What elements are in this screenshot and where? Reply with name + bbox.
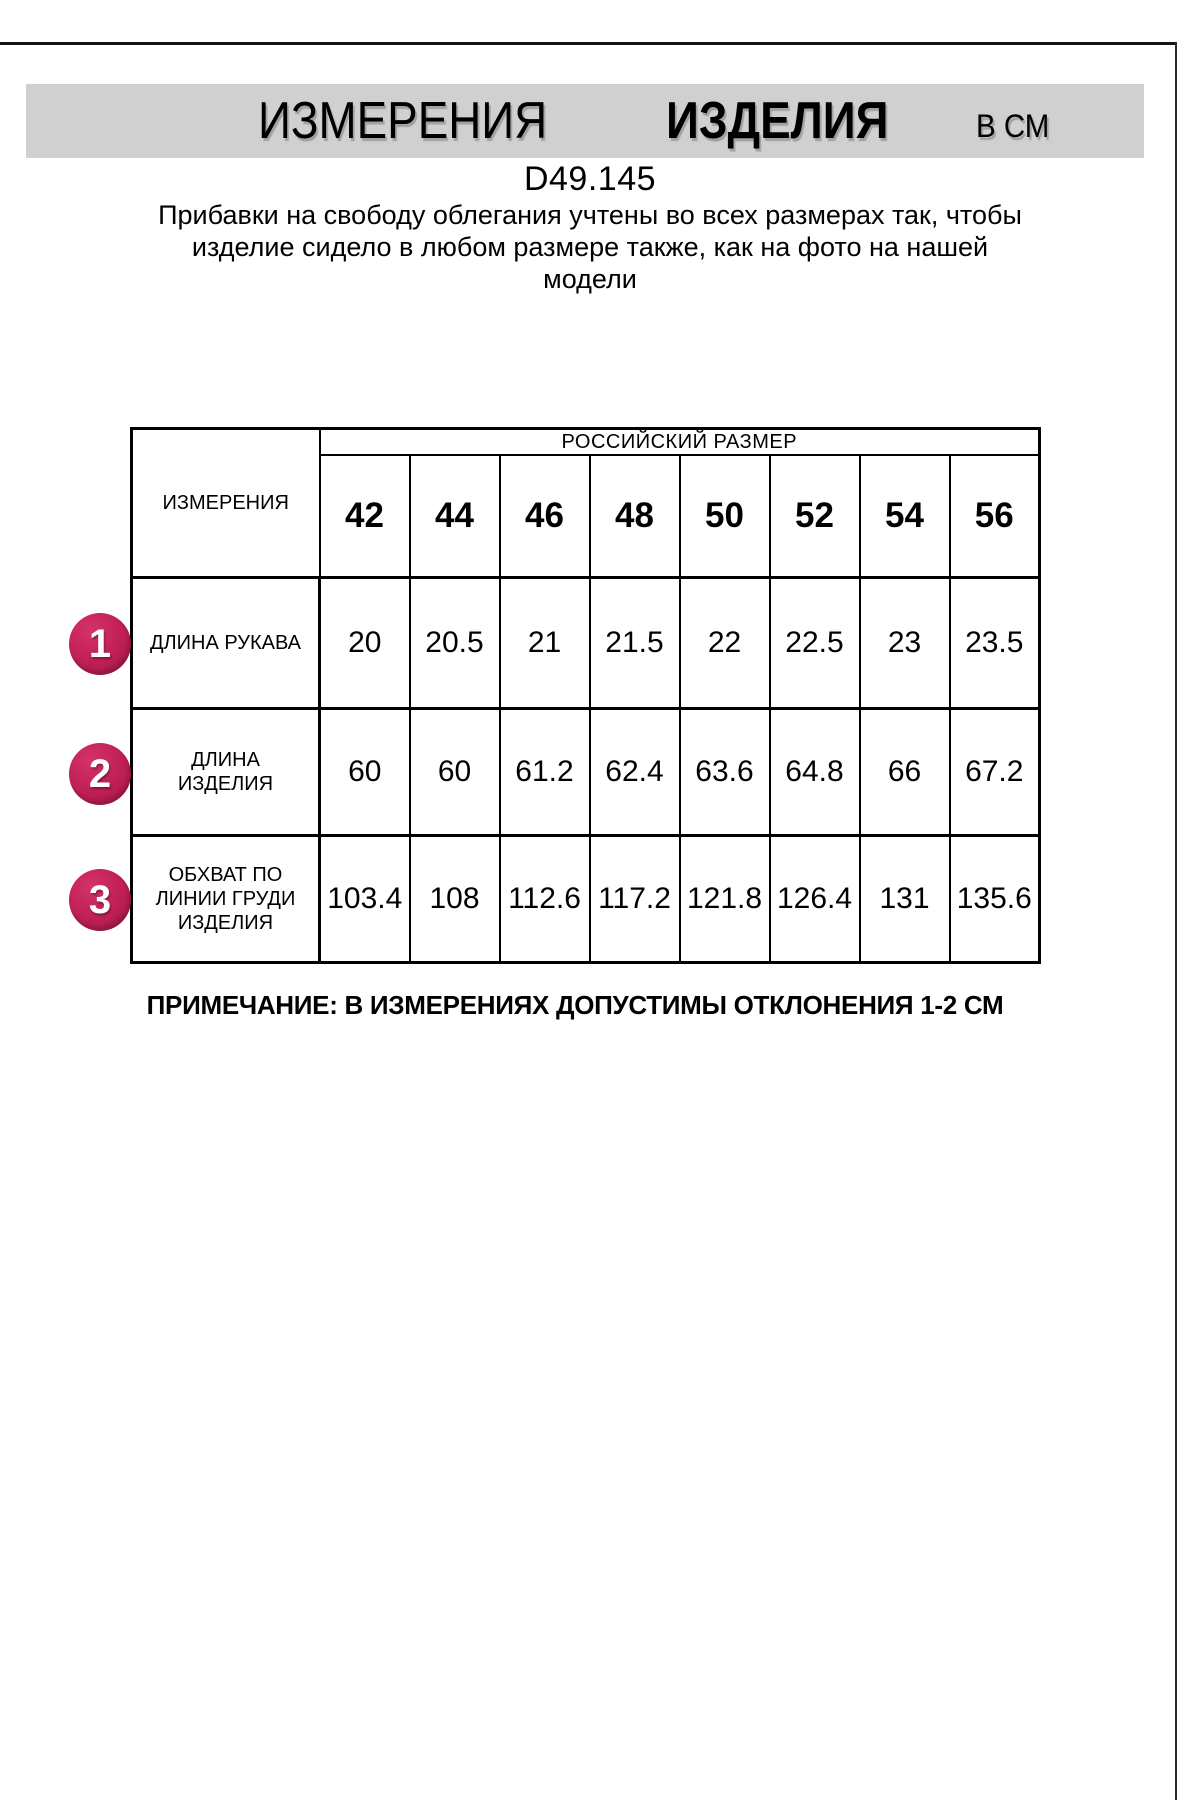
row-marker-number: 1	[88, 621, 112, 666]
table-group-header-row	[132, 429, 1040, 456]
table-row-sleeve-length	[132, 578, 1040, 709]
row-marker-number: 3	[88, 877, 112, 922]
product-code: D49.145	[523, 160, 657, 198]
row-label-line: ЛИНИИ ГРУДИ	[155, 888, 296, 910]
page-border-right	[1175, 42, 1177, 1800]
row-label-line: ИЗДЕЛИЯ	[177, 912, 274, 934]
value-cell: 22.5	[770, 578, 860, 709]
value-cell: 67.2	[950, 709, 1040, 836]
value-cell: 63.6	[680, 709, 770, 836]
value-cell: 117.2	[590, 836, 680, 963]
page-border-top	[0, 42, 1177, 45]
banner-title-product: ИЗДЕЛИЯ	[666, 92, 889, 150]
size-header-cell: 44	[410, 455, 500, 578]
value-cell: 60	[410, 709, 500, 836]
size-header-cell: 46	[500, 455, 590, 578]
size-header-cell: 48	[590, 455, 680, 578]
value-cell: 131	[860, 836, 950, 963]
row-label	[132, 709, 320, 836]
value-cell: 62.4	[590, 709, 680, 836]
fit-description	[120, 199, 1060, 295]
fit-description-line: изделие сидело в любом размере также, как на фото на нашей	[191, 232, 989, 262]
value-cell: 23	[860, 578, 950, 709]
value-cell: 121.8	[680, 836, 770, 963]
size-header-cell: 56	[950, 455, 1040, 578]
size-header-cell: 50	[680, 455, 770, 578]
value-cell: 22	[680, 578, 770, 709]
value-cell: 20.5	[410, 578, 500, 709]
value-cell: 135.6	[950, 836, 1040, 963]
row-marker-1	[69, 613, 131, 675]
row-label-line: ОБХВАТ ПО	[168, 864, 283, 886]
value-cell: 112.6	[500, 836, 590, 963]
value-cell: 64.8	[770, 709, 860, 836]
header-banner	[26, 84, 1144, 158]
row-label-line: ДЛИНА	[191, 749, 260, 771]
row-label	[132, 578, 320, 709]
value-cell: 66	[860, 709, 950, 836]
value-cell: 60	[320, 709, 410, 836]
table-row-chest-girth	[132, 836, 1040, 963]
row-label	[132, 836, 320, 963]
row-marker-number: 2	[88, 751, 112, 796]
banner-title-measurements: ИЗМЕРЕНИЯ	[258, 92, 548, 150]
value-cell: 126.4	[770, 836, 860, 963]
value-cell: 21	[500, 578, 590, 709]
row-label-line: ДЛИНА РУКАВА	[150, 632, 301, 654]
value-cell: 61.2	[500, 709, 590, 836]
value-cell: 108	[410, 836, 500, 963]
size-header-cell: 54	[860, 455, 950, 578]
value-cell: 103.4	[320, 836, 410, 963]
table-row-item-length	[132, 709, 1040, 836]
size-header-cell: 42	[320, 455, 410, 578]
tolerance-note: ПРИМЕЧАНИЕ: В ИЗМЕРЕНИЯХ ДОПУСТИМЫ ОТКЛОНЕНИЯ 1-2 СМ	[146, 990, 1004, 1020]
row-label-line: ИЗДЕЛИЯ	[177, 773, 274, 795]
value-cell: 21.5	[590, 578, 680, 709]
banner-unit-label: В СМ	[976, 108, 1050, 144]
value-cell: 20	[320, 578, 410, 709]
fit-description-line: модели	[543, 264, 637, 294]
size-table	[130, 427, 1041, 964]
fit-description-line: Прибавки на свободу облегания учтены во всех размерах так, чтобы	[158, 200, 1022, 230]
row-marker-2	[69, 743, 131, 805]
row-marker-3	[69, 869, 131, 931]
measurements-column-header: ИЗМЕРЕНИЯ	[132, 429, 320, 578]
russian-size-group-header: РОССИЙСКИЙ РАЗМЕР	[320, 429, 1040, 456]
size-header-cell: 52	[770, 455, 860, 578]
value-cell: 23.5	[950, 578, 1040, 709]
